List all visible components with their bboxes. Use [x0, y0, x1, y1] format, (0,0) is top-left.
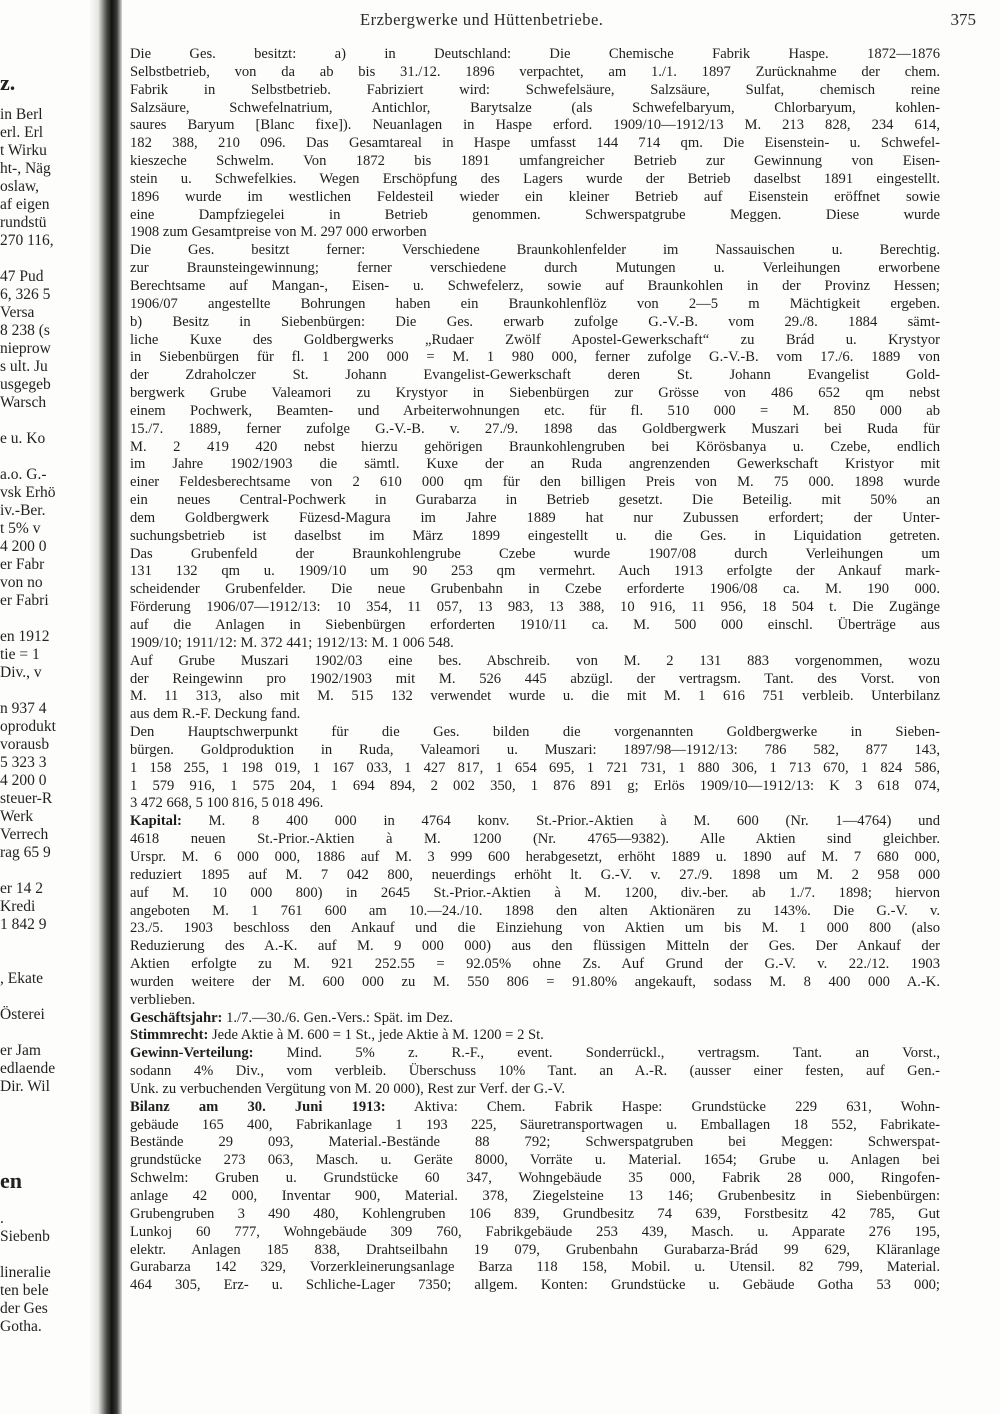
text-line: der Zdraholczer St. Johann Evangelist-Gewerkschaft deren St. Johann Evangelist Gold-	[130, 367, 940, 384]
facing-page-line: er Jam	[0, 1042, 41, 1059]
text-line: 1909/10; 1911/12: M. 372 441; 1912/13: M. 1 006 548.	[130, 634, 454, 651]
facing-page-line: Kredi	[0, 898, 36, 915]
text-line: anlage 42 000, Inventar 900, Material. 378, Ziegelsteine 13 146; Grubenbesitz in Siebenbürgen:	[130, 1188, 940, 1204]
facing-page-line: edlaende	[0, 1060, 56, 1077]
text-line: der Reingewinn pro 1902/1903 mit M. 526 445 abzügl. der vertragsm. Tant. des Vorst. von	[130, 670, 940, 687]
section-text: 1./7.—30./6. Gen.-Vers.: Spät. im Dez.	[222, 1009, 454, 1026]
facing-page-line: a.o. G.-	[0, 466, 47, 483]
facing-page-line: af eigen	[0, 196, 50, 213]
text-line: Aktien erfolgte zu M. 921 252.55 = 92.05% ohne Zs. Auf Grund der G.-V. v. 22./12. 1903	[130, 956, 940, 973]
facing-page-line: Versa	[0, 304, 35, 321]
text-line: verblieben.	[130, 991, 196, 1008]
text-line: stein u. Schwefelkies. Wegen Erschöpfung des Lagers wurde der Betrieb daselbst 1891 eingestellt.	[130, 170, 940, 187]
facing-page-line: 8 238 (s	[0, 322, 50, 339]
text-line	[130, 813, 940, 831]
facing-page-line: Warsch	[0, 394, 47, 411]
text-line: auf M. 10 000 800) in 2645 St.-Prior.-Aktien à M. 1200, div.-ber. ab 1./7. 1898; hiervon	[130, 884, 940, 901]
facing-page-line: tie = 1	[0, 646, 40, 663]
section-text: M. 8 400 000 in 4764 konv. St.-Prior.-Aktien à M. 600 (Nr. 1—4764) und	[181, 813, 940, 830]
text-line: gebäude 165 400, Fabrikanlage 1 193 225, Säuretransportwagen u. Emballagen 18 552, Fabrikate-	[130, 1116, 940, 1133]
text-line: Die Ges. besitzt: a) in Deutschland: Die Chemische Fabrik Haspe. 1872—1876	[130, 46, 940, 62]
text-line: einem Pochwerk, Beamten- und Arbeiterwohnungen etc. für fl. 510 000 = M. 850 000 ab	[130, 402, 940, 419]
section-text: Mind. 5% z. R.-F., event. Sonderrückl., vertragsm. Tant. an Vorst.,	[253, 1045, 940, 1062]
text-line: Auf Grube Muszari 1902/03 eine bes. Abschreib. von M. 2 131 883 vorgenommen, wozu	[130, 652, 940, 669]
facing-page-line: s ult. Ju	[0, 358, 48, 375]
facing-page-line: er 14 2	[0, 880, 44, 897]
text-line: ein neues Central-Pochwerk in Gurabarza in Betrieb gesetzt. Die Beteilig. mit 50% an	[130, 492, 940, 509]
text-line: Den Hauptschwerpunkt für die Ges. bilden die vorgenannten Goldbergwerke in Sieben-	[130, 724, 940, 741]
book-gutter	[88, 0, 122, 1414]
facing-page-line: rag 65 9	[0, 844, 51, 861]
text-line: Selbstbetrieb, von da ab bis 31./12. 1896 verpachtet, am 1./1. 1897 Zurücknahme der chem.	[130, 63, 940, 80]
facing-page-line: 270 116,	[0, 232, 54, 249]
facing-page-line: rundstü	[0, 214, 47, 231]
text-line: elektr. Anlagen 185 838, Drahtseilbahn 19 079, Grubenbahn Gurabarza-Brád 99 629, Kläranlage	[130, 1241, 940, 1258]
page-number: 375	[950, 10, 976, 29]
text-line: Reduzierung des A.-K. auf M. 9 000 000) aus den flüssigen Mitteln der Ges. Der Ankauf der	[130, 938, 940, 955]
facing-page-line: oslaw,	[0, 178, 40, 195]
facing-page-line: Gotha.	[0, 1318, 42, 1335]
facing-page-line: Werk	[0, 808, 34, 825]
facing-page-line: Div., v	[0, 664, 42, 681]
text-line: 182 388, 210 096. Das Gesamtareal in Haspe umfasst 144 714 qm. Die Eisenstein- u. Schwefel-	[130, 135, 940, 152]
facing-page-line: 4 200 0	[0, 538, 47, 555]
facing-page-line: Siebenb	[0, 1228, 50, 1245]
facing-page-line: 4 200 0	[0, 772, 47, 789]
facing-page-fragment	[0, 0, 88, 1414]
facing-page-line: e u. Ko	[0, 430, 46, 447]
facing-page-line: , Ekate	[0, 970, 44, 987]
text-line: im Jahre 1902/1903 die sämtl. Kuxe der an Ruda angrenzenden Gewerkschaft Kristyor mit	[130, 456, 940, 473]
text-line	[130, 1045, 940, 1063]
text-line: 23./5. 1903 beschloss den Ankauf und die Einziehung von Aktien um bis M. 1 000 800 (also	[130, 920, 940, 937]
text-line: Schwelm: Gruben u. Grundstücke 60 347, Wohngebäude 35 000, Fabrik 28 000, Ringofen-	[130, 1170, 940, 1187]
text-line: Bestände 29 093, Material.-Bestände 88 792; Schwerspatgruben bei Meggen: Schwerspat-	[130, 1134, 940, 1151]
facing-page-line: ten bele	[0, 1282, 49, 1299]
text-line: Förderung 1906/07—1912/13: 10 354, 11 057, 13 983, 13 388, 10 916, 11 956, 18 504 t. Die Zugänge	[130, 599, 940, 616]
facing-page-line: t Wirku	[0, 142, 47, 159]
text-line: Die Ges. besitzt ferner: Verschiedene Braunkohlenfelder im Nassauischen u. Berechtig.	[130, 242, 940, 259]
running-title: Erzbergwerke und Hüttenbetriebe.	[360, 10, 604, 29]
section-heading: Geschäftsjahr:	[130, 1009, 223, 1026]
text-line: Unk. zu verbuchenden Vergütung von M. 20 000), Rest zur Verf. der G.-V.	[130, 1080, 566, 1097]
facing-page-line: 5 323 3	[0, 754, 47, 771]
section-heading: Stimmrecht:	[130, 1027, 209, 1044]
facing-page-line: en 1912	[0, 628, 50, 645]
text-line: eine Dampfziegelei in Betrieb genommen. Schwerspatgrube Meggen. Diese wurde	[130, 206, 940, 223]
facing-page-line: Dir. Wil	[0, 1078, 50, 1095]
text-line: einer Feldesberechtsame von 2 610 000 qm für den billigen Preis von M. 75 000. 1898 wurde	[130, 474, 940, 491]
facing-page-line: iv.-Ber.	[0, 502, 46, 519]
text-line: aus dem R.-F. Deckung fand.	[130, 706, 301, 723]
text-line: 1906/07 angestellte Bohrungen haben ein Braunkohlenflöz von 2—5 m Mächtigkeit ergeben.	[130, 295, 940, 312]
facing-page-line: vorausb	[0, 736, 50, 753]
facing-page-line: ht-, Näg	[0, 160, 51, 177]
text-line: Berechtsame auf Mangan-, Eisen- u. Schwefelerz, sowie auf Braunkohlen in der Provinz Hessen;	[130, 277, 940, 294]
text-line: Grubengruben 3 490 480, Kohlengruben 106 839, Grundbesitz 74 639, Forstbesitz 42 785, Gut	[130, 1205, 940, 1222]
facing-page-line: lineralie	[0, 1264, 51, 1281]
facing-page-line: z.	[0, 70, 16, 95]
text-line	[130, 1010, 940, 1028]
text-line: suchungsbetrieb ist daselbst im März 1899 eingestellt u. die Ges. in Liquidation getreten.	[130, 527, 940, 544]
facing-page-line: oprodukt	[0, 718, 56, 735]
section-text: Aktiva: Chem. Fabrik Haspe: Grundstücke 229 631, Wohn-	[385, 1098, 940, 1115]
text-line: 1 579 916, 1 575 204, 1 694 894, 2 002 350, 1 876 891 g; Erlös 1909/10—1912/13: K 3 618 074,	[130, 777, 940, 794]
facing-page-line: Österei	[0, 1006, 45, 1023]
facing-page-line: steuer-R	[0, 790, 53, 807]
text-line: 464 305, Erz- u. Schliche-Lager 7350; allgem. Konten: Grundstücke u. Gebäude Gotha 53 000;	[130, 1277, 940, 1294]
text-line: dem Goldbergwerk Füzesd-Magura im Jahre 1889 hat nur Zubussen erfordert; der Unter-	[130, 509, 940, 526]
text-line: Gurabarza 142 329, Vorzerkleinerungsanlage Barza 118 158, Mobil. u. Utensil. 82 799, Material.	[130, 1259, 940, 1276]
section-heading: Bilanz am 30. Juni 1913:	[130, 1098, 386, 1115]
section-heading: Gewinn-Verteilung:	[130, 1045, 254, 1062]
text-line: kieszeche Schwelm. Von 1872 bis 1891 umfangreicher Betrieb zur Gewinnung von Eisen-	[130, 153, 940, 170]
text-line: 15./7. 1889, ferner zufolge G.-V.-B. v. 27./9. 1898 das Goldbergwerk Muszari bei Ruda für	[130, 420, 940, 437]
text-line	[130, 1027, 940, 1045]
facing-page-line: in Berl	[0, 106, 43, 123]
text-line: M. 2 419 420 nebst hierzu gehörigen Braunkohlengruben bei Körösbanya u. Czebe, endlich	[130, 438, 940, 455]
facing-page-line: en	[0, 1168, 22, 1193]
text-line: Fabrik in Selbstbetrieb. Fabriziert wird: Schwefelsäure, Salzsäure, Sulfat, chemisch reine	[130, 81, 940, 98]
text-line: zur Braunsteingewinnung; ferner verschiedene durch Mutungen u. Verleihungen erworbene	[130, 260, 940, 277]
facing-page-line: 47 Pud	[0, 268, 44, 285]
text-line: bürgen. Goldproduktion in Ruda, Valeamori u. Muszari: 1897/98—1912/13: 786 582, 877 143,	[130, 741, 940, 758]
facing-page-line: 6, 326 5	[0, 286, 51, 303]
main-text-column	[130, 46, 940, 1295]
text-line	[130, 1099, 940, 1117]
facing-page-line: .	[0, 1210, 4, 1227]
facing-page-line: erl. Erl	[0, 124, 44, 141]
facing-page-line: usgegeb	[0, 376, 51, 393]
facing-page-line: von no	[0, 574, 43, 591]
text-line: 131 132 qm u. 1909/10 um 90 253 qm vermehrt. Auch 1913 erfolgte der Ankauf mark-	[130, 563, 940, 580]
text-line: grundstücke 273 063, Masch. u. Geräte 8000, Vorräte u. Material. 1654; Grube u. Anlagen bei	[130, 1152, 940, 1169]
text-line: 4618 neuen St.-Prior.-Aktien à M. 1200 (Nr. 4765—9382). Alle Aktien sind gleichber.	[130, 831, 940, 848]
text-line: in Siebenbürgen für fl. 1 200 000 = M. 1 980 000, ferner zufolge G.-V.-B. vom 17./6. 1889 von	[130, 349, 940, 366]
facing-page-line: t 5% v	[0, 520, 41, 537]
text-line: 1 158 255, 1 198 019, 1 167 033, 1 427 817, 1 654 695, 1 721 731, 1 880 306, 1 713 670, 1 824 586,	[130, 759, 940, 776]
facing-page-line: 1 842 9	[0, 916, 47, 933]
text-line: angeboten M. 1 761 600 am 10.—24./10. 1898 den alten Aktionären zu 143%. Die G.-V. v.	[130, 902, 940, 919]
text-line: 3 472 668, 5 100 816, 5 018 496.	[130, 795, 324, 812]
text-line: 1908 zum Gesamtpreise von M. 297 000 erworben	[130, 224, 427, 241]
facing-page-line: vsk Erhö	[0, 484, 56, 501]
text-line: reduziert 1895 auf M. 7 042 800, neuerdings erhöht lt. G.-V. v. 27./9. 1898 um M. 2 958 000	[130, 866, 940, 883]
text-line: saures Baryum [Blanc fixe]). Neuanlagen in Haspe erford. 1909/10—1912/13 M. 213 828, 234 614,	[130, 117, 940, 134]
text-line: Urspr. M. 6 000 000, 1886 auf M. 3 999 600 herabgesetzt, erhöht 1889 u. 1890 auf M. 7 680 000,	[130, 848, 940, 865]
facing-page-line: nieprow	[0, 340, 51, 357]
text-line: sodann 4% Div., vom verbleib. Überschuss 10% Tant. an A.-R. (ausser einer festen, auf Gen.-	[130, 1063, 940, 1080]
facing-page-line: er Fabri	[0, 592, 49, 609]
text-line: M. 11 313, also mit M. 515 132 verwendet wurde u. die mit M. 1 616 751 verbleib. Unterbilanz	[130, 688, 940, 705]
text-line: 1896 wurde im westlichen Feldesteil wieder ein kleiner Betrieb auf Eisenstein eröffnet sowie	[130, 188, 940, 205]
text-line: scheidender Grubenfelder. Die neue Grubenbahn in Czebe erforderte 1906/08 ca. M. 190 000.	[130, 581, 940, 598]
section-text: Jede Aktie à M. 600 = 1 St., jede Aktie à M. 1200 = 2 St.	[208, 1027, 544, 1044]
section-heading: Kapital:	[130, 813, 182, 830]
text-line: b) Besitz in Siebenbürgen: Die Ges. erwarb zufolge G.-V.-B. vom 29./8. 1884 sämt-	[130, 313, 940, 330]
text-line: wurden weitere der M. 600 000 zu M. 550 806 = 91.80% angekauft, sodass M. 8 400 000 A.-K.	[130, 973, 940, 990]
facing-page-line: n 937 4	[0, 700, 47, 717]
text-line: Das Grubenfeld der Braunkohlengrube Czebe wurde 1907/08 durch Verleihungen um	[130, 545, 940, 562]
text-line: Salzsäure, Schwefelnatrium, Antichlor, Barytsalze (als Schwefelbaryum, Chlorbaryum, kohlen-	[130, 99, 940, 116]
facing-page-line: er Fabr	[0, 556, 45, 573]
text-line: auf die Anlagen in Siebenbürgen erforderten 1910/11 ca. M. 500 000 einschl. Überträge aus	[130, 617, 940, 633]
text-line: bergwerk Grube Valeamori zu Krystyor in Siebenbürgen zur Grösse von 486 652 qm nebst	[130, 385, 940, 402]
facing-page-line: der Ges	[0, 1300, 48, 1317]
text-line: liche Kuxe des Goldbergwerks „Rudaer Zwölf Apostel-Gewerkschaft“ zu Brád u. Krystyor	[130, 331, 940, 348]
text-line: Lunkoj 60 777, Wohngebäude 309 760, Fabrikgebäude 253 439, Masch. u. Apparate 276 195,	[130, 1223, 940, 1240]
facing-page-line: Verrech	[0, 826, 49, 843]
